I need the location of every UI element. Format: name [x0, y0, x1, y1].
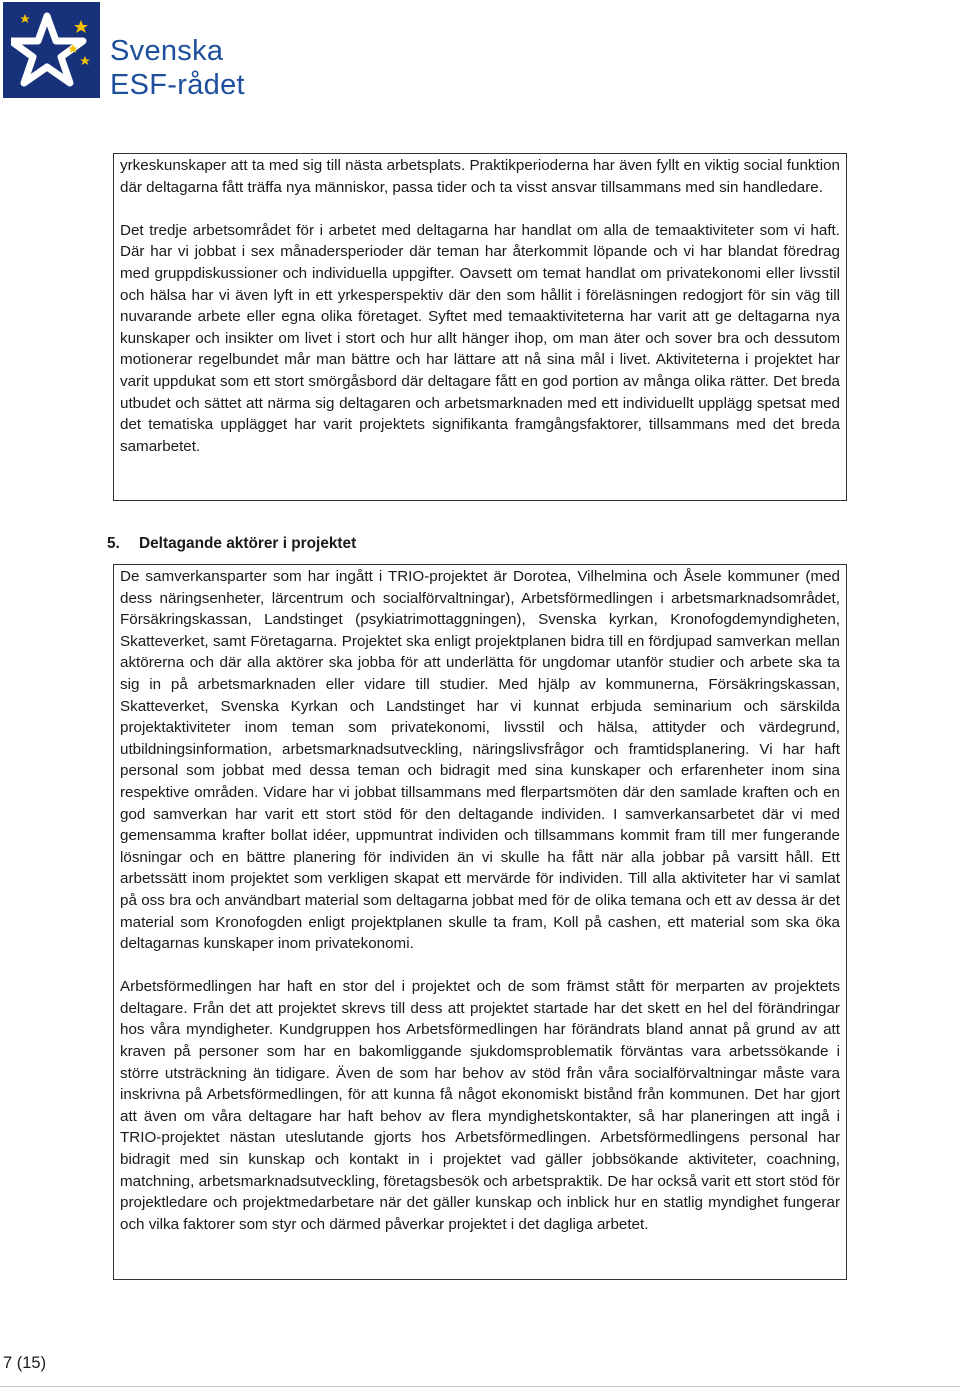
section-heading [107, 535, 356, 553]
section-number: 5. [107, 535, 120, 552]
esf-logo [3, 2, 243, 100]
star-icon [11, 10, 93, 90]
paragraph: yrkeskunskaper att ta med sig till nästa arbetsplats. Praktikperioderna har även fyllt en viktig social funktion där deltagarna fått träffa nya människor, passa tider och ta visst ansvar tillsammans med sin handledare. [120, 157, 840, 196]
logo-emblem [3, 2, 100, 98]
paragraph: De samverkansparter som har ingått i TRIO-projektet är Dorotea, Vilhelmina och Åsele kommuner (med dess näringsenheter, lärcentrum och socialförvaltningar), Arbetsförmedlingen i arbetsmarknadsområdet, Försäkringskassan, Landstinget (psykiatrimottaggningen), Svenska kyrkan, Kronofogdemyndigheten, Skatteverket, samt Företagarna. Projektet ska enligt projektplanen bidra till en fördjupad samverkan mellan aktörerna och där alla aktörer ska jobba för att underlätta för ungdomar utanför studier och arbete ska ta sig in på arbetsmarknaden eller vidare till studier. Med hjälp av kommunerna, Försäkringskassan, Skatteverket, Svenska Kyrkan och Landstinget har vi kunnat erbjuda seminarium och särskilda projektaktiviteter inom teman som privatekonomi, livsstil och hälsa, attityder och värdegrund, utbildningsinformation, arbetsmarknadsutveckling, näringslivsfrågor och framtidsplanering. Vi har haft personal som jobbat med dessa teman och bidragit med sina kunskaper och erfarenheter inom sina respektive områden. Vidare har vi jobbat tillsammans med flerpartsmöten där den samlade kraften och en god samverkan har varit ett stort stöd för den deltagande individen. I samverkansarbetet där vi med gemensamma krafter bollat idéer, uppmuntrat individen och tillsammans kommit fram till mer fungerande lösningar och en bättre planering för individen än vi skulle ha fått när alla jobbar på varsitt håll. Ett arbetssätt inom projektet som verkligen skapat ett mervärde för individen. Till alla aktiviteter har vi samlat på oss bra och användbart material som deltagarna jobbat med för de olika temana och ett av dessa är det material som Kronofogden enligt projektplanen skulle ta fram, Koll på cashen, ett material som ska öka deltagarnas kunskaper inom privatekonomi. [120, 568, 840, 953]
logo-text-line1: Svenska [110, 35, 224, 67]
text-box-actors [113, 564, 847, 1280]
text-box-activities [113, 153, 847, 501]
section-title: Deltagande aktörer i projektet [139, 535, 357, 552]
footer-divider [0, 1386, 960, 1387]
logo-text-line2: ESF-rådet [110, 69, 245, 101]
page-number: 7 (15) [3, 1354, 47, 1372]
paragraph: Det tredje arbetsområdet för i arbetet med deltagarna har handlat om alla de temaaktiviteter som vi haft. Där har vi jobbat i sex månadersperioder där teman har återkommit löpande och vi har blandat föredrag med gruppdiskussioner och individuella uppgifter. Oavsett om temat handlat om privatekonomi eller livsstil och hälsa har vi även lyft in ett yrkesperspektiv där den som hållit i föreläsningen redogjort för sin väg till nuvarande arbete eller egna olika företaget. Syftet med temaaktiviteterna har varit att ge deltagarna nya kunskaper och insikter om livet i stort och hur allt hänger ihop, om man äter och sover bra och dessutom motionerar regelbundet mår man bättre och har lättare att nå sina mål i livet. Aktiviteterna i projektet har varit uppdukat som ett stort smörgåsbord där deltagare fått en god portion av många olika rätter. Det breda utbudet och sättet att närma sig deltagaren och arbetsmarknaden med ett individuellt upplägg spetsat med det tematiska upplägget har varit projektets signifikanta framgångsfaktorer, tillsammans med det breda samarbetet. [120, 221, 840, 455]
paragraph: Arbetsförmedlingen har haft en stor del i projektet och de som främst stått för merparten av projektets deltagare. Från det att projektet skrevs till dess att projektet startade har det skett en hel del förändringar hos våra myndigheter. Kundgruppen hos Arbetsförmedlingen har förändrats bland annat på grund av att kraven på personer som har en bakomliggande sjukdomsproblematik förväntas vara arbetssökande i större utsträckning än tidigare. Även de som har behov av stöd från våra socialförvaltningar måste vara inskrivna på Arbetsförmedlingen, för att kunna få något ekonomiskt bistånd från kommunen. Det har gjort att även om våra deltagare har haft behov av flera myndighetskontakter, så har planeringen att ingå i TRIO-projektet nästan uteslutande gjorts hos Arbetsförmedlingen. Arbetsförmedlingens personal har bidragit med sin kunskap och kontakt in i projektet vad gäller jobbsökande aktiviteter, coachning, matchning, arbetsmarknadsutveckling, företagsbesök och arbetspraktik. De har också varit ett stort stöd för projektledare och projektmedarbetare när det gäller kunskap och inblick hur en statlig myndighet fungerar och vilka faktorer som styr och därmed påverkar projektet i det dagliga arbetet. [120, 978, 840, 1233]
